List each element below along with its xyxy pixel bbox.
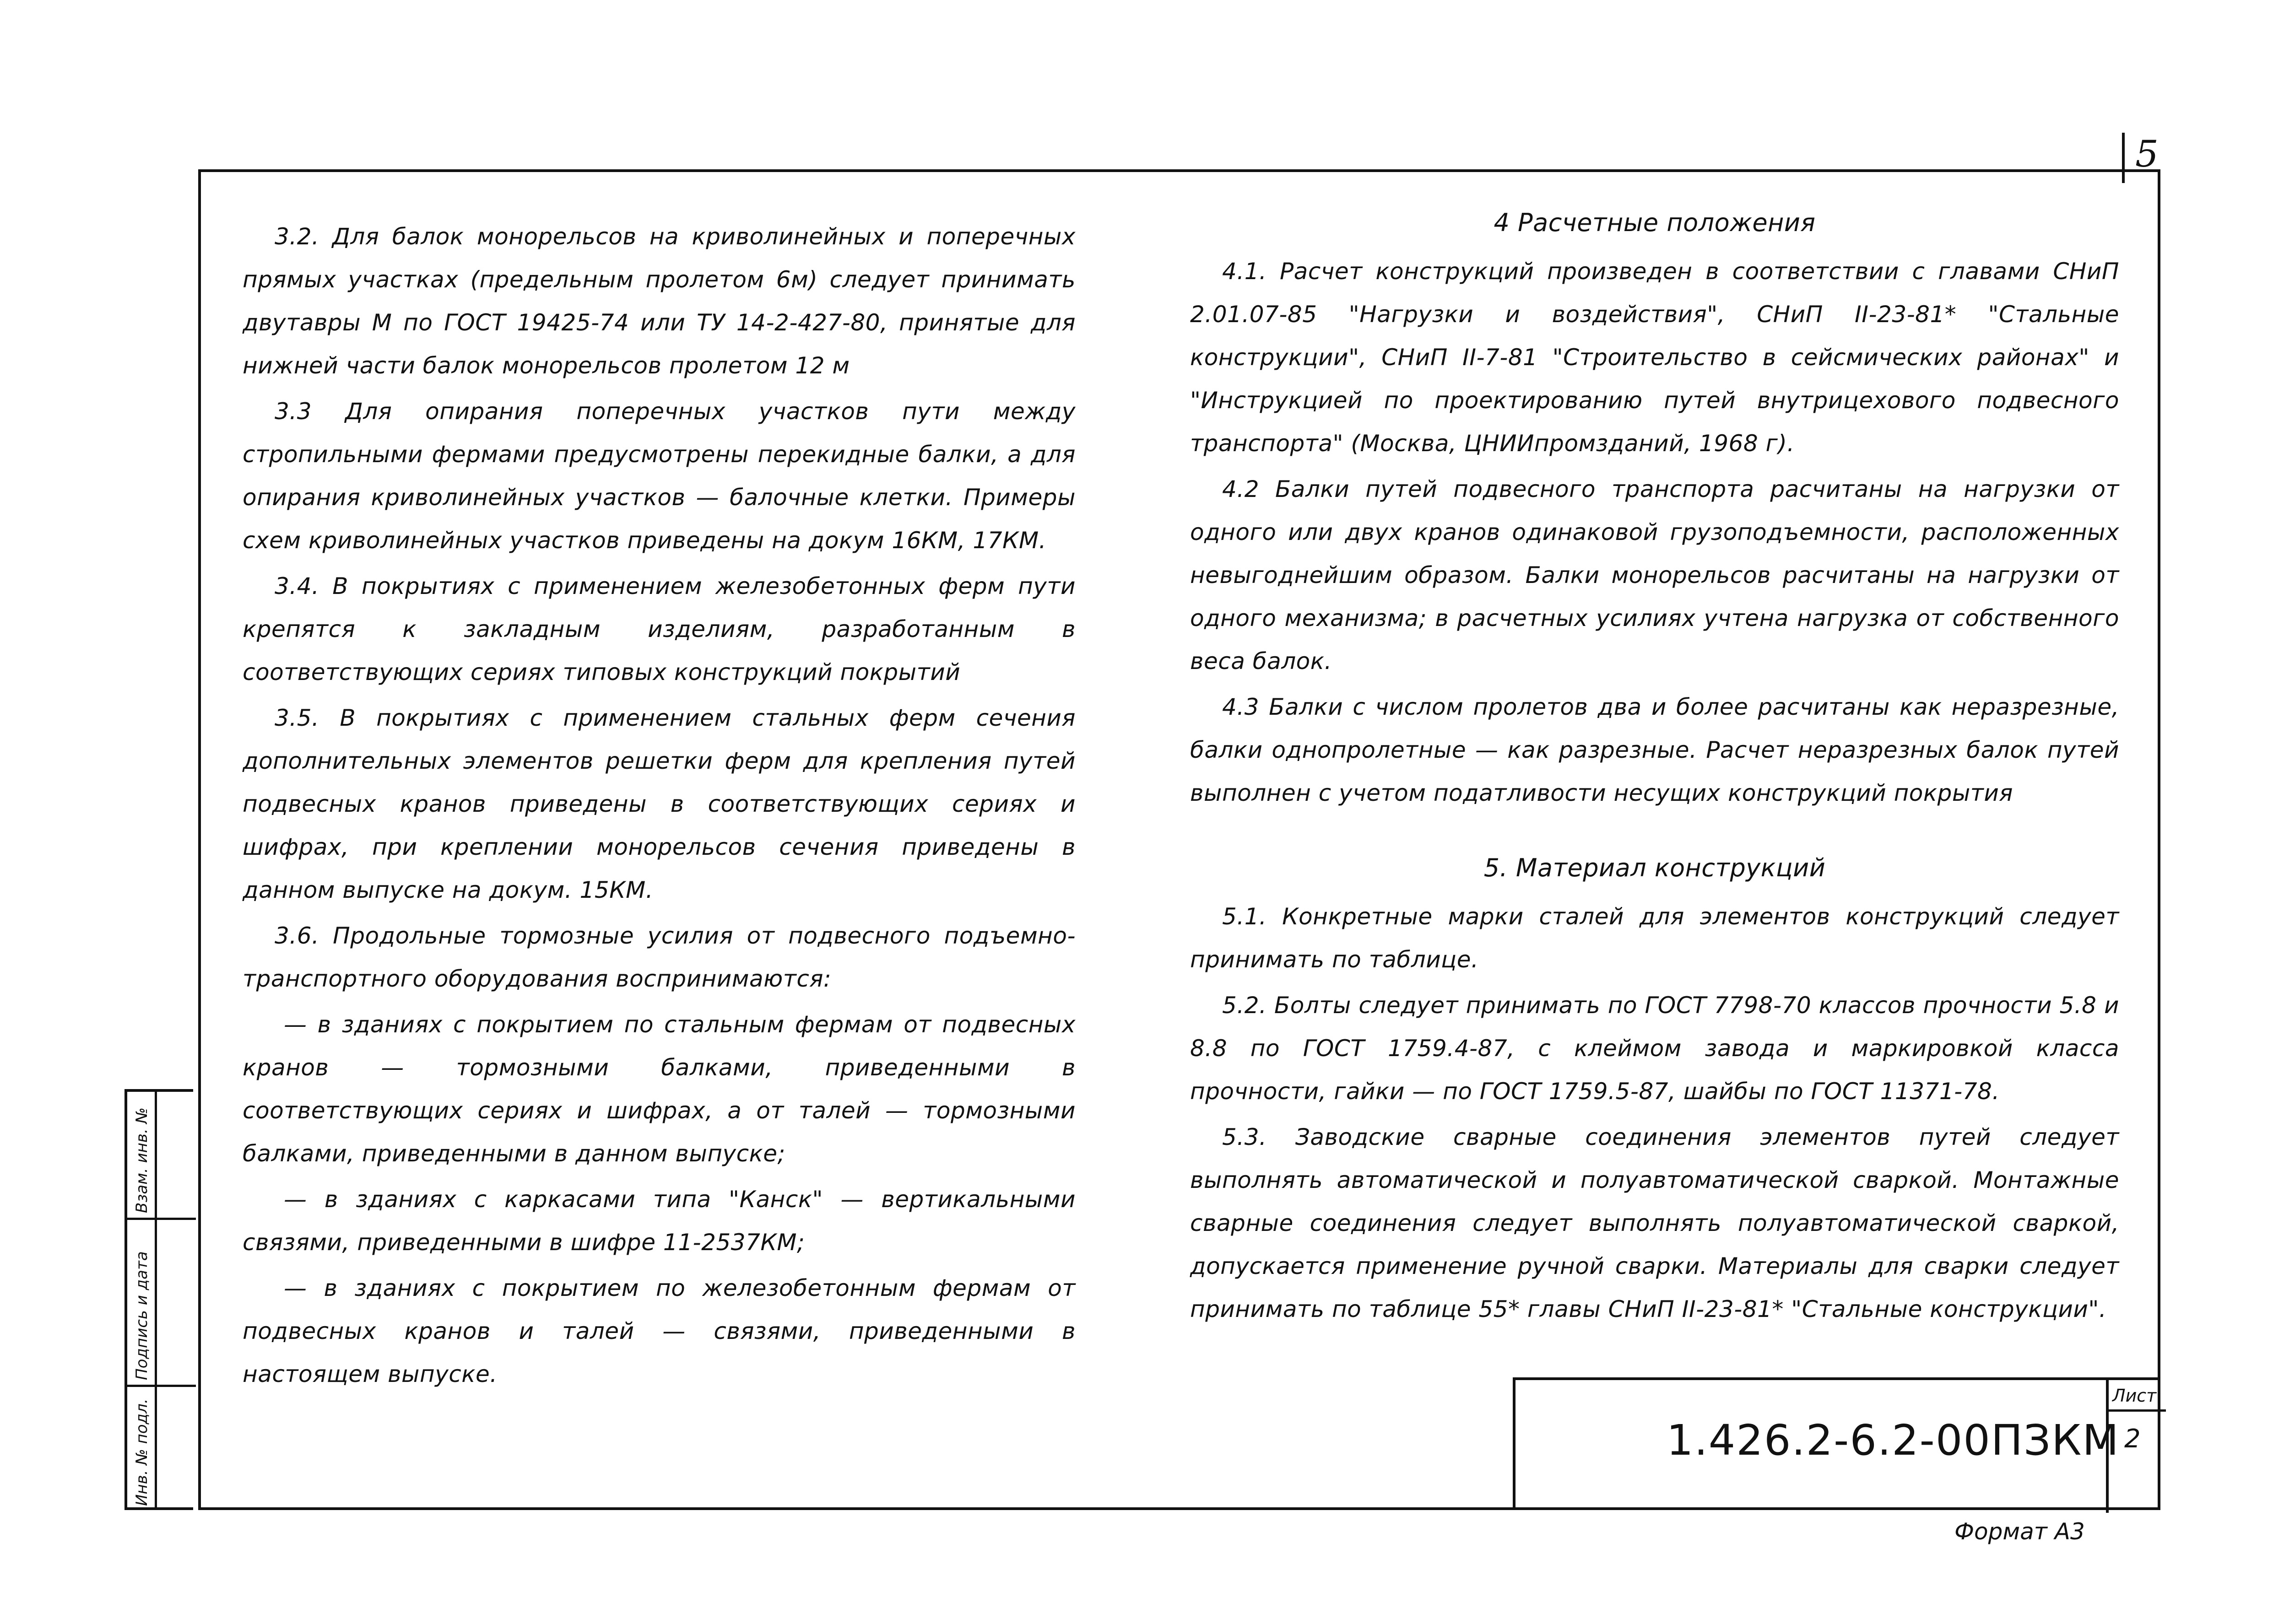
title-block [1513,1377,2160,1510]
paragraph-5-2: 5.2. Болты следует принимать по ГОСТ 7798-70 классов прочности 5.8 и 8.8 по ГОСТ 1759.4-87, с клеймом завода и маркировкой класса прочности, гайки — по ГОСТ 1759.5-87, шайбы по ГОСТ 11371-78. [1190,992,2119,1105]
replacement-inventory-label: Взам. инв. № [133,1107,151,1213]
right-column [1190,201,2119,1333]
sidebar-divider [155,1092,157,1507]
section-4-heading: 4 Расчетные положения [1494,208,1816,237]
paragraph-3-4: 3.4. В покрытиях с применением железобетонных ферм пути крепятся к закладным изделиям, разработанным в соответствующих сериях типовых конструкций покрытий [243,573,1076,685]
paragraph-4-1: 4.1. Расчет конструкций произведен в соответствии с главами СНиП 2.01.07-85 "Нагрузки и воздействия", СНиП II-23-81* "Стальные конструкции", СНиП II-7-81 "Строительство в сейсмических районах" и "Инструкцией по проектированию путей внутрицехового подвесного транспорта" (Москва, ЦНИИпромзданий, 1968 г). [1190,258,2119,457]
signature-date-label: Подпись и дата [133,1251,151,1380]
paragraph-5-3: 5.3. Заводские сварные соединения элементов путей следует выполнять автоматической и полуавтоматической сваркой. Монтажные сварные соединения следует выполнять полуавтоматической сваркой, допускается применение ручной сварки. Материалы для сварки следует принимать по таблице 55* главы СНиП II-23-81* "Стальные конструкции". [1190,1124,2119,1322]
format-label: Формат А3 [1954,1518,2085,1545]
bullet-kansk-frames: — в зданиях с каркасами типа "Канск" — вертикальными связями, приведенными в шифре 11-2537КМ; [243,1186,1076,1256]
binding-stamp-sidebar [124,1089,193,1510]
bullet-steel-trusses: — в зданиях с покрытием по стальным фермам от подвесных кранов — тормозными балками, приведенными в соответствующих сериях и шифрах, а от талей — тормозными балками, приведенными в данном выпуске; [243,1011,1076,1167]
paragraph-4-3: 4.3 Балки с числом пролетов два и более расчитаны как неразрезные, балки однопролетные — как разрезные. Расчет неразрезных балок путей выполнен с учетом податливости несущих конструкций покрытия [1190,694,2119,806]
paragraph-3-3: 3.3 Для опирания поперечных участков пути между стропильными фермами предусмотрены перекидные балки, а для опирания криволинейных участков — балочные клетки. Примеры схем криволинейных участков приведены на докум 16КМ, 17КМ. [243,398,1076,554]
sidebar-row-separator [127,1218,196,1220]
sheet-label: Лист [2112,1386,2157,1406]
bullet-concrete-trusses: — в зданиях с покрытием по железобетонным фермам от подвесных кранов и талей — связями, приведенными в настоящем выпуске. [243,1275,1076,1387]
paragraph-3-5: 3.5. В покрытиях с применением стальных ферм сечения дополнительных элементов решетки ферм для крепления путей подвесных кранов приведены в соответствующих сериях и шифрах, при креплении монорельсов сечения приведены в данном выпуске на докум. 15КМ. [243,705,1076,903]
sidebar-row-separator [127,1385,196,1387]
sheet-separator [2109,1409,2166,1412]
page-number: 5 [2135,133,2159,175]
paragraph-3-6: 3.6. Продольные тормозные усилия от подвесного подъемно-транспортного оборудования воспринимаются: [243,923,1076,992]
original-inventory-label: Инв. № подл. [133,1398,151,1506]
section-5-heading: 5. Материал конструкций [1483,853,1826,882]
sheet-box [2106,1380,2163,1513]
paragraph-4-2: 4.2 Балки путей подвесного транспорта расчитаны на нагрузки от одного или двух кранов одинаковой грузоподъемности, расположенных невыгоднейшим образом. Балки монорельсов расчитаны на нагрузки от одного механизма; в расчетных усилиях учтена нагрузка от собственного веса балок. [1190,476,2119,674]
left-column [243,215,1076,1398]
paragraph-5-1: 5.1. Конкретные марки сталей для элементов конструкций следует принимать по таблице. [1190,903,2119,973]
sheet-number: 2 [2124,1424,2141,1454]
document-code: 1.426.2-6.2-00ПЗКМ [1667,1416,2120,1465]
paragraph-3-2: 3.2. Для балок монорельсов на криволинейных и поперечных прямых участках (предельным пролетом 6м) следует принимать двутавры М по ГОСТ 19425-74 или ТУ 14-2-427-80, принятые для нижней части балок монорельсов пролетом 12 м [243,223,1076,379]
